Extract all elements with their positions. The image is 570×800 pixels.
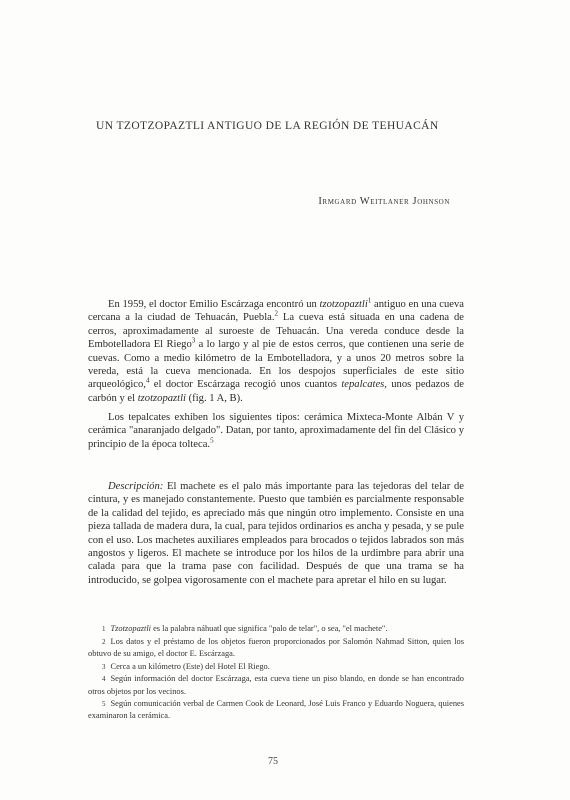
footnote-text: Según información del doctor Escárzaga, esta cueva tiene un piso blando, en donde se han encontrado otros objetos por los vecinos. [88,674,464,696]
body-paragraph-1 [88,298,464,405]
footnote-number: 2 [102,637,106,646]
body-paragraph-3 [88,480,464,587]
p1-text-e: el doctor Escárzaga recogió unos cuantos [149,379,342,391]
p1-text-a: En 1959, el doctor Emilio Escárzaga encontró un [108,299,320,310]
footnote-3 [88,661,464,673]
footnote-2 [88,636,464,660]
p2-text: Los tepalcates exhiben los siguientes tipos: cerámica Mixteca-Monte Albán V y cerámica "anaranjado delgado". Datan, por tanto, aproximadamente del fin del Clásico y principio de la época tolteca. [88,412,464,450]
p3-text: El machete es el palo más importante para las tejedoras del telar de cintura, y es manejado constantemente. Puesto que también es parcialmente responsable de la calidad del tejido, es apreciado más que ningún otro implemento. Consiste en una pieza tallada de madera dura, la cual, para tejidos ordinarios es ancha y pesada, y se pule con el uso. Los machetes auxiliares empleados para brocados o tejidos labrados son más angostos y ligeros. El machete se introduce por los hilos de la urdimbre para abrir una calada para que la trama pase con facilidad. Después de que una trama se ha introducido, se golpea vigorosamente con el machete para apretar el hilo en su lugar. [88,481,464,586]
footnote-number: 1 [102,625,106,633]
footnote-number: 5 [102,700,106,709]
p1-term: tzotzopaztli [319,299,368,310]
footnote-number: 4 [102,675,106,684]
footnotes [88,623,464,723]
p1-text-b: antiguo en una cueva cercana a la ciudad de Tehuacán, Puebla. [88,299,464,324]
body-paragraph-2 [88,411,464,451]
footnote-ref-1: 1 [367,296,372,305]
footnote-text: Los datos y el préstamo de los objetos fueron proporcionados por Salomón Nahmad Sitton, quien los obtuvo de su amigo, el doctor E. Escárzaga. [88,636,464,658]
footnote-5 [88,698,464,722]
footnote-text: Según comunicación verbal de Carmen Cook de Leonard, José Luis Franco y Eduardo Noguera, quienes examinaron la cerámica. [88,699,464,721]
footnote-number: 3 [102,662,106,671]
footnote-text: Cerca a un kilómetro (Este) del Hotel El Riego. [110,661,270,671]
p1-text-g: (fig. 1 A, B). [186,392,243,404]
p1-term3: tzotzopaztli [137,392,186,404]
footnote-4 [88,673,464,697]
description-label: Descripción: [108,481,164,492]
article-title: UN TZOTZOPAZTLI ANTIGUO DE LA REGIÓN DE TEHUACÁN [96,120,439,132]
footnote-text: es la palabra náhuatl que significa "palo de telar", o sea, "el machete". [151,624,388,633]
article-author: Irmgard Weitlaner Johnson [318,196,450,207]
p1-text-c: La cueva está situada en una cadena de cerros, aproximadamente al suroeste de Tehuacán. Una vereda conduce desde la Embotelladora El Riego [88,312,464,351]
page-number: 75 [268,756,278,767]
p1-term2: tepalcates [341,379,385,391]
footnote-ref-2: 2 [274,309,278,318]
footnote-ref-3: 3 [191,336,196,345]
footnote-ref-4: 4 [145,376,150,385]
footnote-1 [88,623,464,635]
footnote-ref-5: 5 [210,436,214,445]
p1-text-f: , unos pedazos de carbón y el [88,379,464,404]
p1-text-d: a lo largo y al pie de estos cerros, que contienen una serie de cuevas. Como a medio kilómetro de la Embotelladora, y a unos 20 metros sobre la vereda, está la cueva mencionada. En los despojos superficiales de este sitio arqueológico, [88,339,464,391]
footnote-term: Tzotzopaztli [110,624,151,633]
